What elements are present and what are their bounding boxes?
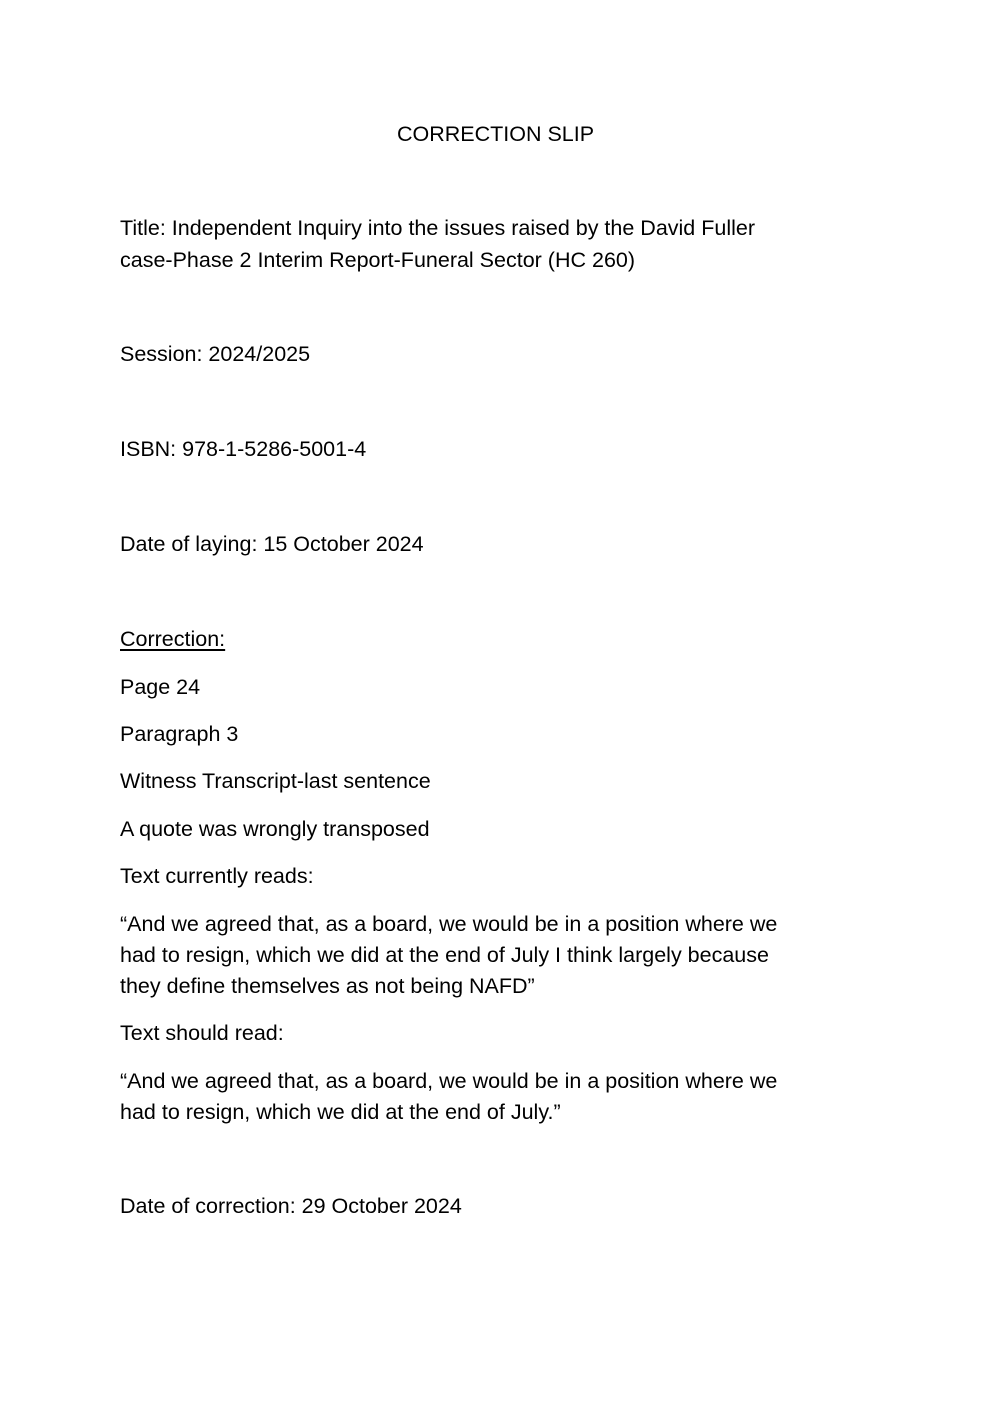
date-of-laying: Date of laying: 15 October 2024	[120, 532, 424, 556]
correction-reason: A quote was wrongly transposed	[120, 817, 430, 841]
date-of-correction: Date of correction: 29 October 2024	[120, 1194, 462, 1218]
should-text-line-1: “And we agreed that, as a board, we would be in a position where we	[120, 1069, 778, 1093]
current-text-line-3: they define themselves as not being NAFD”	[120, 974, 535, 998]
current-text-line-1: “And we agreed that, as a board, we would be in a position where we	[120, 912, 778, 936]
document-heading: CORRECTION SLIP	[396, 122, 595, 146]
correction-page: Page 24	[120, 675, 201, 699]
current-text-line-2: had to resign, which we did at the end of July I think largely because	[120, 943, 769, 967]
title-line-2: case-Phase 2 Interim Report-Funeral Sector (HC 260)	[120, 248, 636, 272]
current-text-label: Text currently reads:	[120, 864, 314, 888]
should-text-label: Text should read:	[120, 1021, 284, 1045]
correction-paragraph: Paragraph 3	[120, 722, 239, 746]
correction-location: Witness Transcript-last sentence	[120, 769, 431, 793]
should-text-line-2: had to resign, which we did at the end of July.”	[120, 1100, 561, 1124]
correction-label: Correction:	[120, 627, 226, 651]
session: Session: 2024/2025	[120, 342, 311, 366]
title-line-1: Title: Independent Inquiry into the issues raised by the David Fuller	[120, 216, 755, 240]
isbn: ISBN: 978-1-5286-5001-4	[120, 437, 367, 461]
